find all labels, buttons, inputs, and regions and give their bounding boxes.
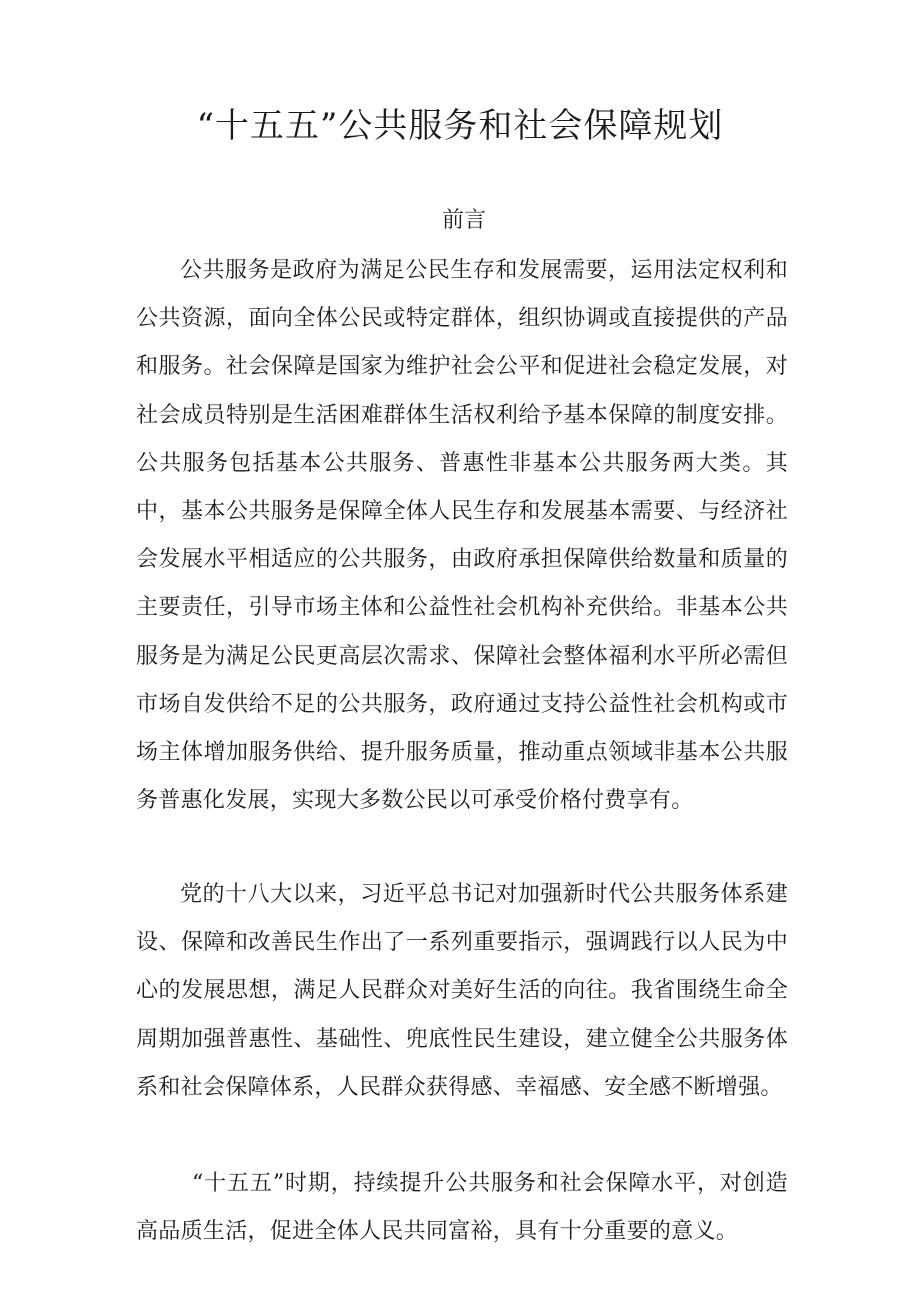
- body-paragraph-3: “十五五”时期，持续提升公共服务和社会保障水平，对创造高品质生活，促进全体人民共同富裕，具有十分重要的意义。: [136, 1171, 788, 1245]
- body-paragraph-2: 党的十八大以来，习近平总书记对加强新时代公共服务体系建设、保障和改善民生作出了一系列重要指示，强调践行以人民为中心的发展思想，满足人民群众对美好生活的向往。我省围绕生命全周期加强普惠性、基础性、兜底性民生建设，建立健全公共服务体系和社会保障体系，人民群众获得感、幸福感、安全感不断增强。: [136, 882, 788, 1100]
- section-heading-preface: 前言: [441, 208, 486, 233]
- body-paragraph-1: 公共服务是政府为满足公民生存和发展需要，运用法定权利和公共资源，面向全体公民或特定群体，组织协调或直接提供的产品和服务。社会保障是国家为维护社会公平和促进社会稳定发展，对社会成员特别是生活困难群体生活权利给予基本保障的制度安排。公共服务包括基本公共服务、普惠性非基本公共服务两大类。其中，基本公共服务是保障全体人民生存和发展基本需要、与经济社会发展水平相适应的公共服务，由政府承担保障供给数量和质量的主要责任，引导市场主体和公益性社会机构补充供给。非基本公共服务是为满足公民更高层次需求、保障社会整体福利水平所必需但市场自发供给不足的公共服务，政府通过支持公益性社会机构或市场主体增加服务供给、提升服务质量，推动重点领域非基本公共服务普惠化发展，实现大多数公民以可承受价格付费享有。: [136, 258, 788, 814]
- document-title: “十五五”公共服务和社会保障规划: [196, 106, 724, 146]
